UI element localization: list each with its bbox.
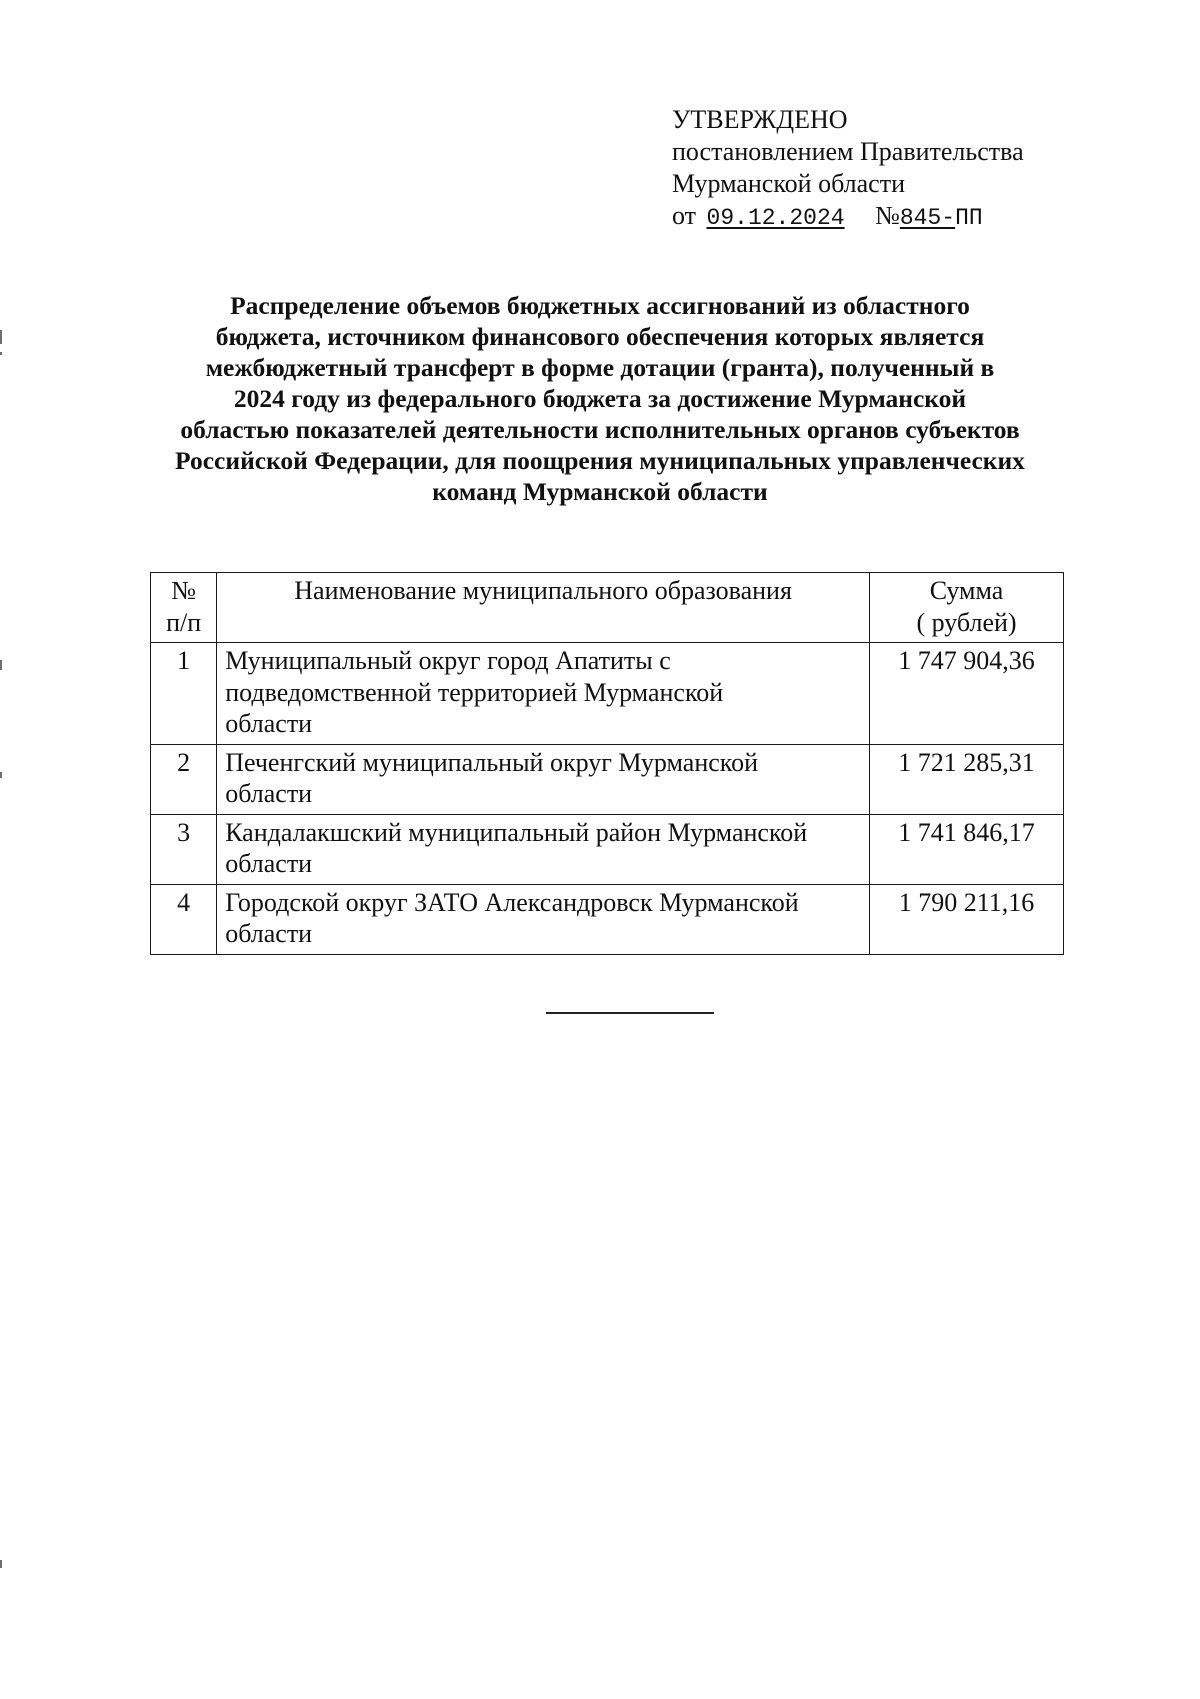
row-municipality: Муниципальный округ город Апатиты с подведомственной территорией Мурманской области	[217, 643, 870, 745]
approval-date: 09.12.2024	[706, 205, 845, 231]
approval-number-suffix: ПП	[955, 205, 983, 231]
row-sum: 1 741 846,17	[870, 814, 1064, 884]
approval-line-3: Мурманской области	[672, 169, 905, 198]
row-municipality: Печенгский муниципальный округ Мурманской области	[217, 744, 870, 814]
row-number: 3	[151, 814, 217, 884]
approval-heading: УТВЕРЖДЕНО	[672, 105, 848, 134]
title-line: команд Мурманской области	[432, 477, 768, 506]
scan-edge-mark	[0, 772, 2, 778]
title-line: областью показателей деятельности исполнительных органов субъектов	[180, 415, 1020, 444]
title-line: бюджета, источником финансового обеспечения которых является	[215, 322, 985, 351]
scan-edge-mark	[0, 1560, 2, 1568]
approval-date-line	[672, 200, 1024, 234]
distribution-table	[150, 572, 1064, 955]
row-number: 1	[151, 643, 217, 745]
table-row	[151, 744, 1064, 814]
table-row	[151, 884, 1064, 954]
approval-number: 845-	[899, 205, 956, 231]
document-end-divider	[546, 1012, 714, 1014]
date-prefix: от	[672, 201, 697, 230]
row-sum: 1 721 285,31	[870, 744, 1064, 814]
title-line: 2024 году из федерального бюджета за достижение Мурманской	[233, 384, 967, 413]
approval-stamp	[672, 104, 1024, 234]
title-line: Распределение объемов бюджетных ассигнований из областного	[230, 291, 970, 320]
scan-edge-mark	[0, 330, 2, 344]
title-line: межбюджетный трансферт в форме дотации (гранта), полученный в	[205, 353, 995, 382]
scan-edge-mark	[0, 352, 2, 355]
document-title	[150, 290, 1050, 507]
table-header-row	[151, 573, 1064, 643]
header-municipality: Наименование муниципального образования	[217, 573, 870, 643]
row-sum: 1 747 904,36	[870, 643, 1064, 745]
title-line: Российской Федерации, для поощрения муниципальных управленческих	[175, 446, 1025, 475]
header-sum: Сумма ( рублей)	[870, 573, 1064, 643]
number-sign: №	[875, 201, 900, 230]
header-number: № п/п	[151, 573, 217, 643]
row-sum: 1 790 211,16	[870, 884, 1064, 954]
row-municipality: Кандалакшский муниципальный район Мурманской области	[217, 814, 870, 884]
scan-edge-mark	[0, 660, 2, 670]
table-row	[151, 814, 1064, 884]
row-number: 2	[151, 744, 217, 814]
table-row	[151, 643, 1064, 745]
row-municipality: Городской округ ЗАТО Александровск Мурманской области	[217, 884, 870, 954]
row-number: 4	[151, 884, 217, 954]
approval-line-2: постановлением Правительства	[672, 137, 1024, 166]
